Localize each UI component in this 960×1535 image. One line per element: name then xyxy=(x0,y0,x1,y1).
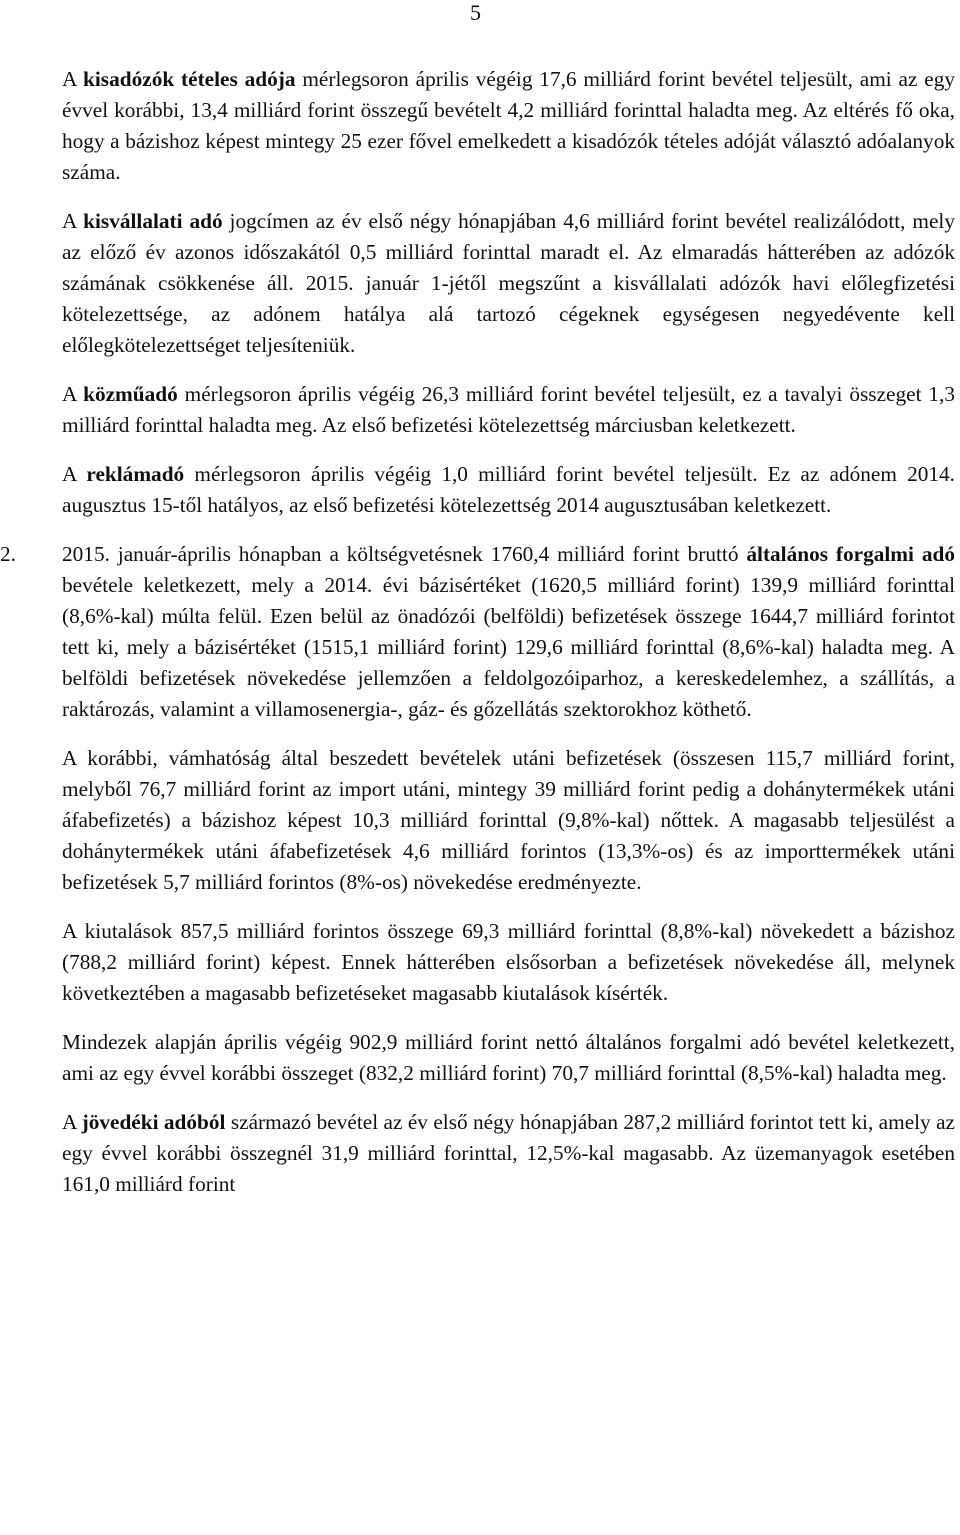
term-kisadozok-tetelesadoja: kisadózók tételes adója xyxy=(83,67,296,91)
term-jovedeki-ado: jövedéki adóból xyxy=(81,1110,226,1134)
paragraph-afa-section xyxy=(0,539,955,725)
paragraph-netto-afa: Mindezek alapján április végéig 902,9 milliárd forint nettó általános forgalmi adó bevétel keletkezett, ami az egy évvel korábbi összeget (832,2 milliárd forint) 70,7 milliárd forinttal (8,5%-kal) haladta meg. xyxy=(62,1030,955,1085)
paragraph-kisvallalati-ado xyxy=(62,206,955,361)
document-body xyxy=(0,64,956,1200)
text-run: A xyxy=(62,382,84,406)
text-run: származó bevétel az év első négy hónapjában 287,2 milliárd forintot tett ki, amely az egy évvel korábbi összegnél 31,9 milliárd forinttal, 12,5%-kal magasabb. Az üzemanyagok esetében 161,0 milliárd forint xyxy=(62,1110,956,1196)
text-run: A xyxy=(62,462,87,486)
page-number: 5 xyxy=(470,0,481,25)
text-run: 2015. január-április hónapban a költségvetésnek 1760,4 milliárd forint bruttó xyxy=(62,542,747,566)
text-run: bevétele keletkezett, mely a 2014. évi bázisértéket (1620,5 milliárd forint) 139,9 milliárd forinttal (8,6%-kal) múlta felül. Ezen belül az önadózói (belföldi) befizetések összege 1644,7 milliárd forintot tett ki, mely a bázisértéket (1515,1 milliárd forint) 129,6 milliárd forinttal (8,6%-kal) haladta meg. A belföldi befizetések növekedése jellemzően a feldolgozóiparhoz, a kereskedelemhez, a szállítás, a raktározás, valamint a villamosenergia-, gáz- és gőzellátás szektorokhoz köthető. xyxy=(62,573,955,721)
paragraph-kisadozok xyxy=(62,64,955,188)
term-kozmuado: közműadó xyxy=(83,382,178,406)
text-run: mérlegsoron április végéig 1,0 milliárd forint bevétel teljesült. Ez az adónem 2014. augusztus 15-től hatályos, az első befizetési kötelezettség 2014 augusztusában keletkezett. xyxy=(62,462,956,517)
section-number: 2. xyxy=(0,542,16,566)
text-run: A xyxy=(62,1110,82,1134)
paragraph-jovedeki-ado xyxy=(62,1107,955,1200)
text-run: A xyxy=(62,67,84,91)
text-run: mérlegsoron április végéig 26,3 milliárd forint bevétel teljesült, ez a tavalyi összeget 1,3 milliárd forinttal haladta meg. Az első befizetési kötelezettség márciusban keletkezett. xyxy=(62,382,956,437)
text-run: A xyxy=(62,209,84,233)
term-kisvallalati-ado: kisvállalati adó xyxy=(83,209,223,233)
text-run: jogcímen az év első négy hónapjában 4,6 milliárd forint bevétel realizálódott, mely az előző év azonos időszakától 0,5 milliárd forinttal maradt el. Az elmaradás hátterében az adózók számának csökkenése áll. 2015. január 1-jétől megszűnt a kisvállalati adózók havi előlegfizetési kötelezettsége, az adónem hatálya alá tartozó cégeknek egységesen negyedévente kell előlegkötelezettséget teljesíteniük. xyxy=(62,209,955,357)
paragraph-vamhatosag: A korábbi, vámhatóság által beszedett bevételek utáni befizetések (összesen 115,7 milliárd forint, melyből 76,7 milliárd forint az import utáni, mintegy 39 milliárd forint pedig a dohánytermékek utáni áfabefizetés) a bázishoz képest 10,3 milliárd forinttal (9,8%-kal) nőttek. A magasabb teljesülést a dohánytermékek utáni áfabefizetések 4,6 milliárd forintos (13,3%-os) és az importtermékek utáni befizetések 5,7 milliárd forintos (8%-os) növekedése eredményezte. xyxy=(62,746,955,894)
term-altalanos-forgalmi-ado: általános forgalmi adó xyxy=(746,542,955,566)
text-run: mérlegsoron április végéig 17,6 milliárd forint bevétel teljesült, ami az egy évvel korábbi, 13,4 milliárd forint összegű bevételt 4,2 milliárd forinttal haladta meg. Az eltérés fő oka, hogy a bázishoz képest mintegy 25 ezer fővel emelkedett a kisadózók tételes adóját választó adóalanyok száma. xyxy=(62,67,956,184)
term-reklamado: reklámadó xyxy=(86,462,185,486)
paragraph-reklamado xyxy=(62,459,955,521)
paragraph-kiutalasok: A kiutalások 857,5 milliárd forintos összege 69,3 milliárd forinttal (8,8%-kal) növekedett a bázishoz (788,2 milliárd forint) képest. Ennek hátterében elsősorban a befizetések növekedése áll, melynek következtében a magasabb befizetéseket magasabb kiutalások kísérték. xyxy=(62,919,955,1005)
paragraph-kozmuado xyxy=(62,379,955,441)
